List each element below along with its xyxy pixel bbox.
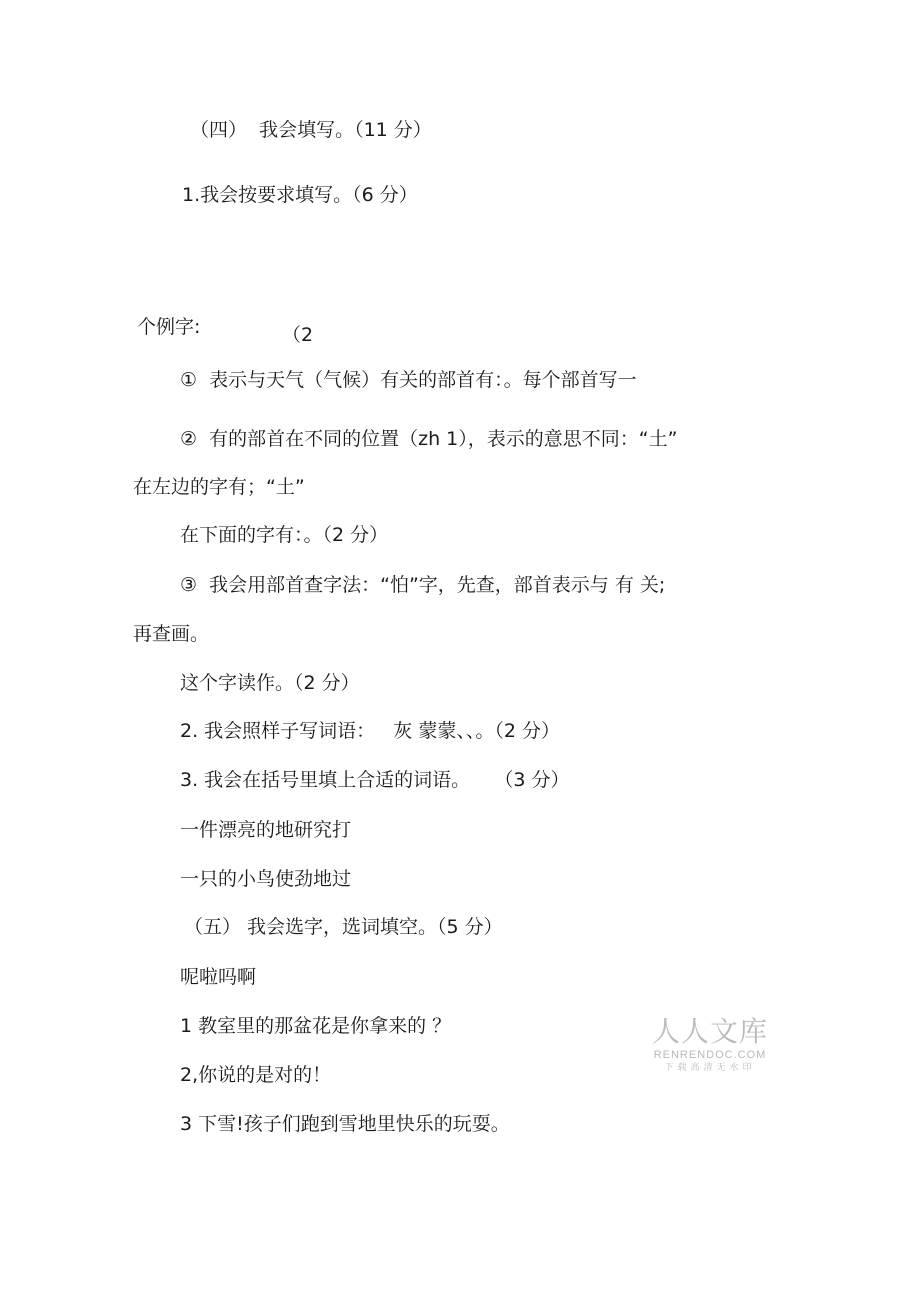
watermark-slogan: 下载高清无水印 bbox=[664, 1063, 756, 1073]
question-3-heading: 3. 我会在括号里填上合适的词语。 （3 分） bbox=[180, 769, 570, 791]
text-line: ③ 我会用部首查字法：“怕”字，先查，部首表示与 有 关; bbox=[180, 574, 666, 596]
text-line: 个例字: bbox=[137, 316, 201, 338]
text-line: （2 bbox=[282, 324, 314, 346]
text-line: 1 教室里的那盆花是你拿来的 ？ bbox=[180, 1015, 452, 1037]
text-line: 在下面的字有：。（2 分） bbox=[180, 524, 389, 546]
text-line: 一只的小鸟使劲地过 bbox=[180, 868, 352, 890]
text-line: 再查画。 bbox=[133, 623, 210, 645]
question-2-heading: 2. 我会照样子写词语： 灰 蒙蒙、、。（2 分） bbox=[180, 720, 560, 742]
text-line: ② 有的部首在不同的位置（zh 1），表示的意思不同：“土” bbox=[180, 428, 678, 450]
text-line: 这个字读作。（2 分） bbox=[180, 672, 360, 694]
section-heading-4: （四） 我会填写。（11 分） bbox=[190, 119, 432, 141]
watermark-domain: RENRENDOC.COM bbox=[653, 1049, 767, 1061]
question-1-heading: 1.我会按要求填写。（6 分） bbox=[182, 184, 418, 206]
text-line: 一件漂亮的地研究打 bbox=[180, 819, 352, 841]
text-line: 3 下雪!孩子们跑到雪地里快乐的玩耍。 bbox=[180, 1113, 510, 1135]
watermark-title: 人人文库 bbox=[651, 1015, 768, 1048]
section-heading-5: （五） 我会选字，选词填空。（5 分） bbox=[184, 916, 503, 938]
text-line: 2,你说的是对的！ bbox=[180, 1064, 332, 1086]
word-choices: 呢啦吗啊 bbox=[180, 966, 257, 988]
watermark-logo bbox=[646, 1016, 774, 1074]
text-line: 在左边的字有；“土” bbox=[133, 476, 305, 498]
text-line: ① 表示与天气（气候）有关的部首有：。每个部首写一 bbox=[180, 369, 637, 391]
